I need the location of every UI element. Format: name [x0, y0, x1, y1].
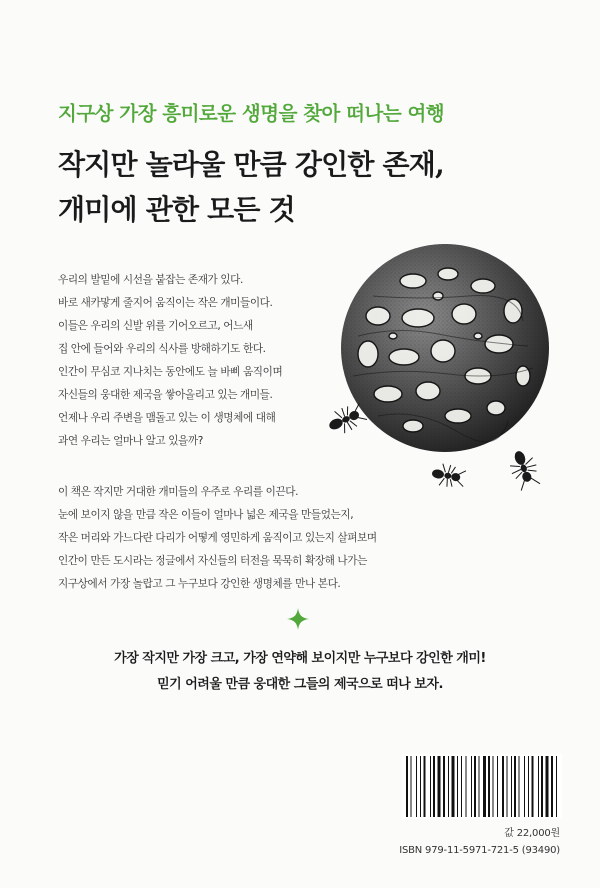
- paragraph-line: 작은 머리와 가느다란 다리가 어떻게 영민하게 움직이고 있는지 살펴보며: [58, 532, 377, 544]
- price-block: [399, 825, 560, 859]
- isbn-text: ISBN 979-11-5971-721-5 (93490): [399, 845, 560, 856]
- paragraph-line: 우리의 발밑에 시선을 붙잡는 존재가 있다.: [58, 274, 243, 286]
- ant-nest-illustration: [318, 236, 568, 506]
- paragraph-line: 이 책은 작지만 거대한 개미들의 우주로 우리를 이끈다.: [58, 486, 299, 498]
- ant-icon: [505, 447, 542, 492]
- headline: [58, 142, 578, 232]
- closing-line-2: 믿기 어려울 만큼 웅대한 그들의 제국으로 떠나 보자.: [157, 677, 443, 692]
- paragraph-line: 인간이 만든 도시라는 정글에서 자신들의 터전을 묵묵히 확장해 나가는: [58, 555, 367, 567]
- closing-text: [60, 646, 540, 698]
- paragraph-line: 바로 새카맣게 줄지어 움직이는 작은 개미들이다.: [58, 297, 273, 309]
- ant-icon: [430, 462, 466, 489]
- paragraph-line: 이들은 우리의 신발 위를 기어오르고, 어느새: [58, 320, 253, 332]
- barcode: [402, 754, 562, 819]
- paragraph-line: 눈에 보이지 않을 만큼 작은 이들이 얼마나 넓은 제국을 만들었는지,: [58, 509, 354, 521]
- paragraph-line: 과연 우리는 얼마나 알고 있을까?: [58, 435, 203, 447]
- paragraph-line: 인간이 무심코 지나치는 동안에도 늘 바삐 움직이며: [58, 366, 283, 378]
- paragraph-line: 언제나 우리 주변을 맴돌고 있는 이 생명체에 대해: [58, 412, 276, 424]
- tagline: 지구상 가장 흥미로운 생명을 찾아 떠나는 여행: [58, 102, 445, 125]
- headline-line-2: 개미에 관한 모든 것: [58, 193, 295, 226]
- paragraph-line: 집 안에 들어와 우리의 식사를 방해하기도 한다.: [58, 343, 266, 355]
- paragraph-line: 자신들의 웅대한 제국을 쌓아올리고 있는 개미들.: [58, 389, 273, 401]
- price-text: 값 22,000원: [504, 828, 560, 839]
- headline-line-1: 작지만 놀라울 만큼 강인한 존재,: [58, 148, 444, 181]
- paragraph-line: 지구상에서 가장 놀랍고 그 누구보다 강인한 생명체를 만나 본다.: [58, 578, 341, 590]
- closing-line-1: 가장 작지만 가장 크고, 가장 연약해 보이지만 누구보다 강인한 개미!: [114, 651, 486, 666]
- sparkle-icon: [286, 607, 310, 631]
